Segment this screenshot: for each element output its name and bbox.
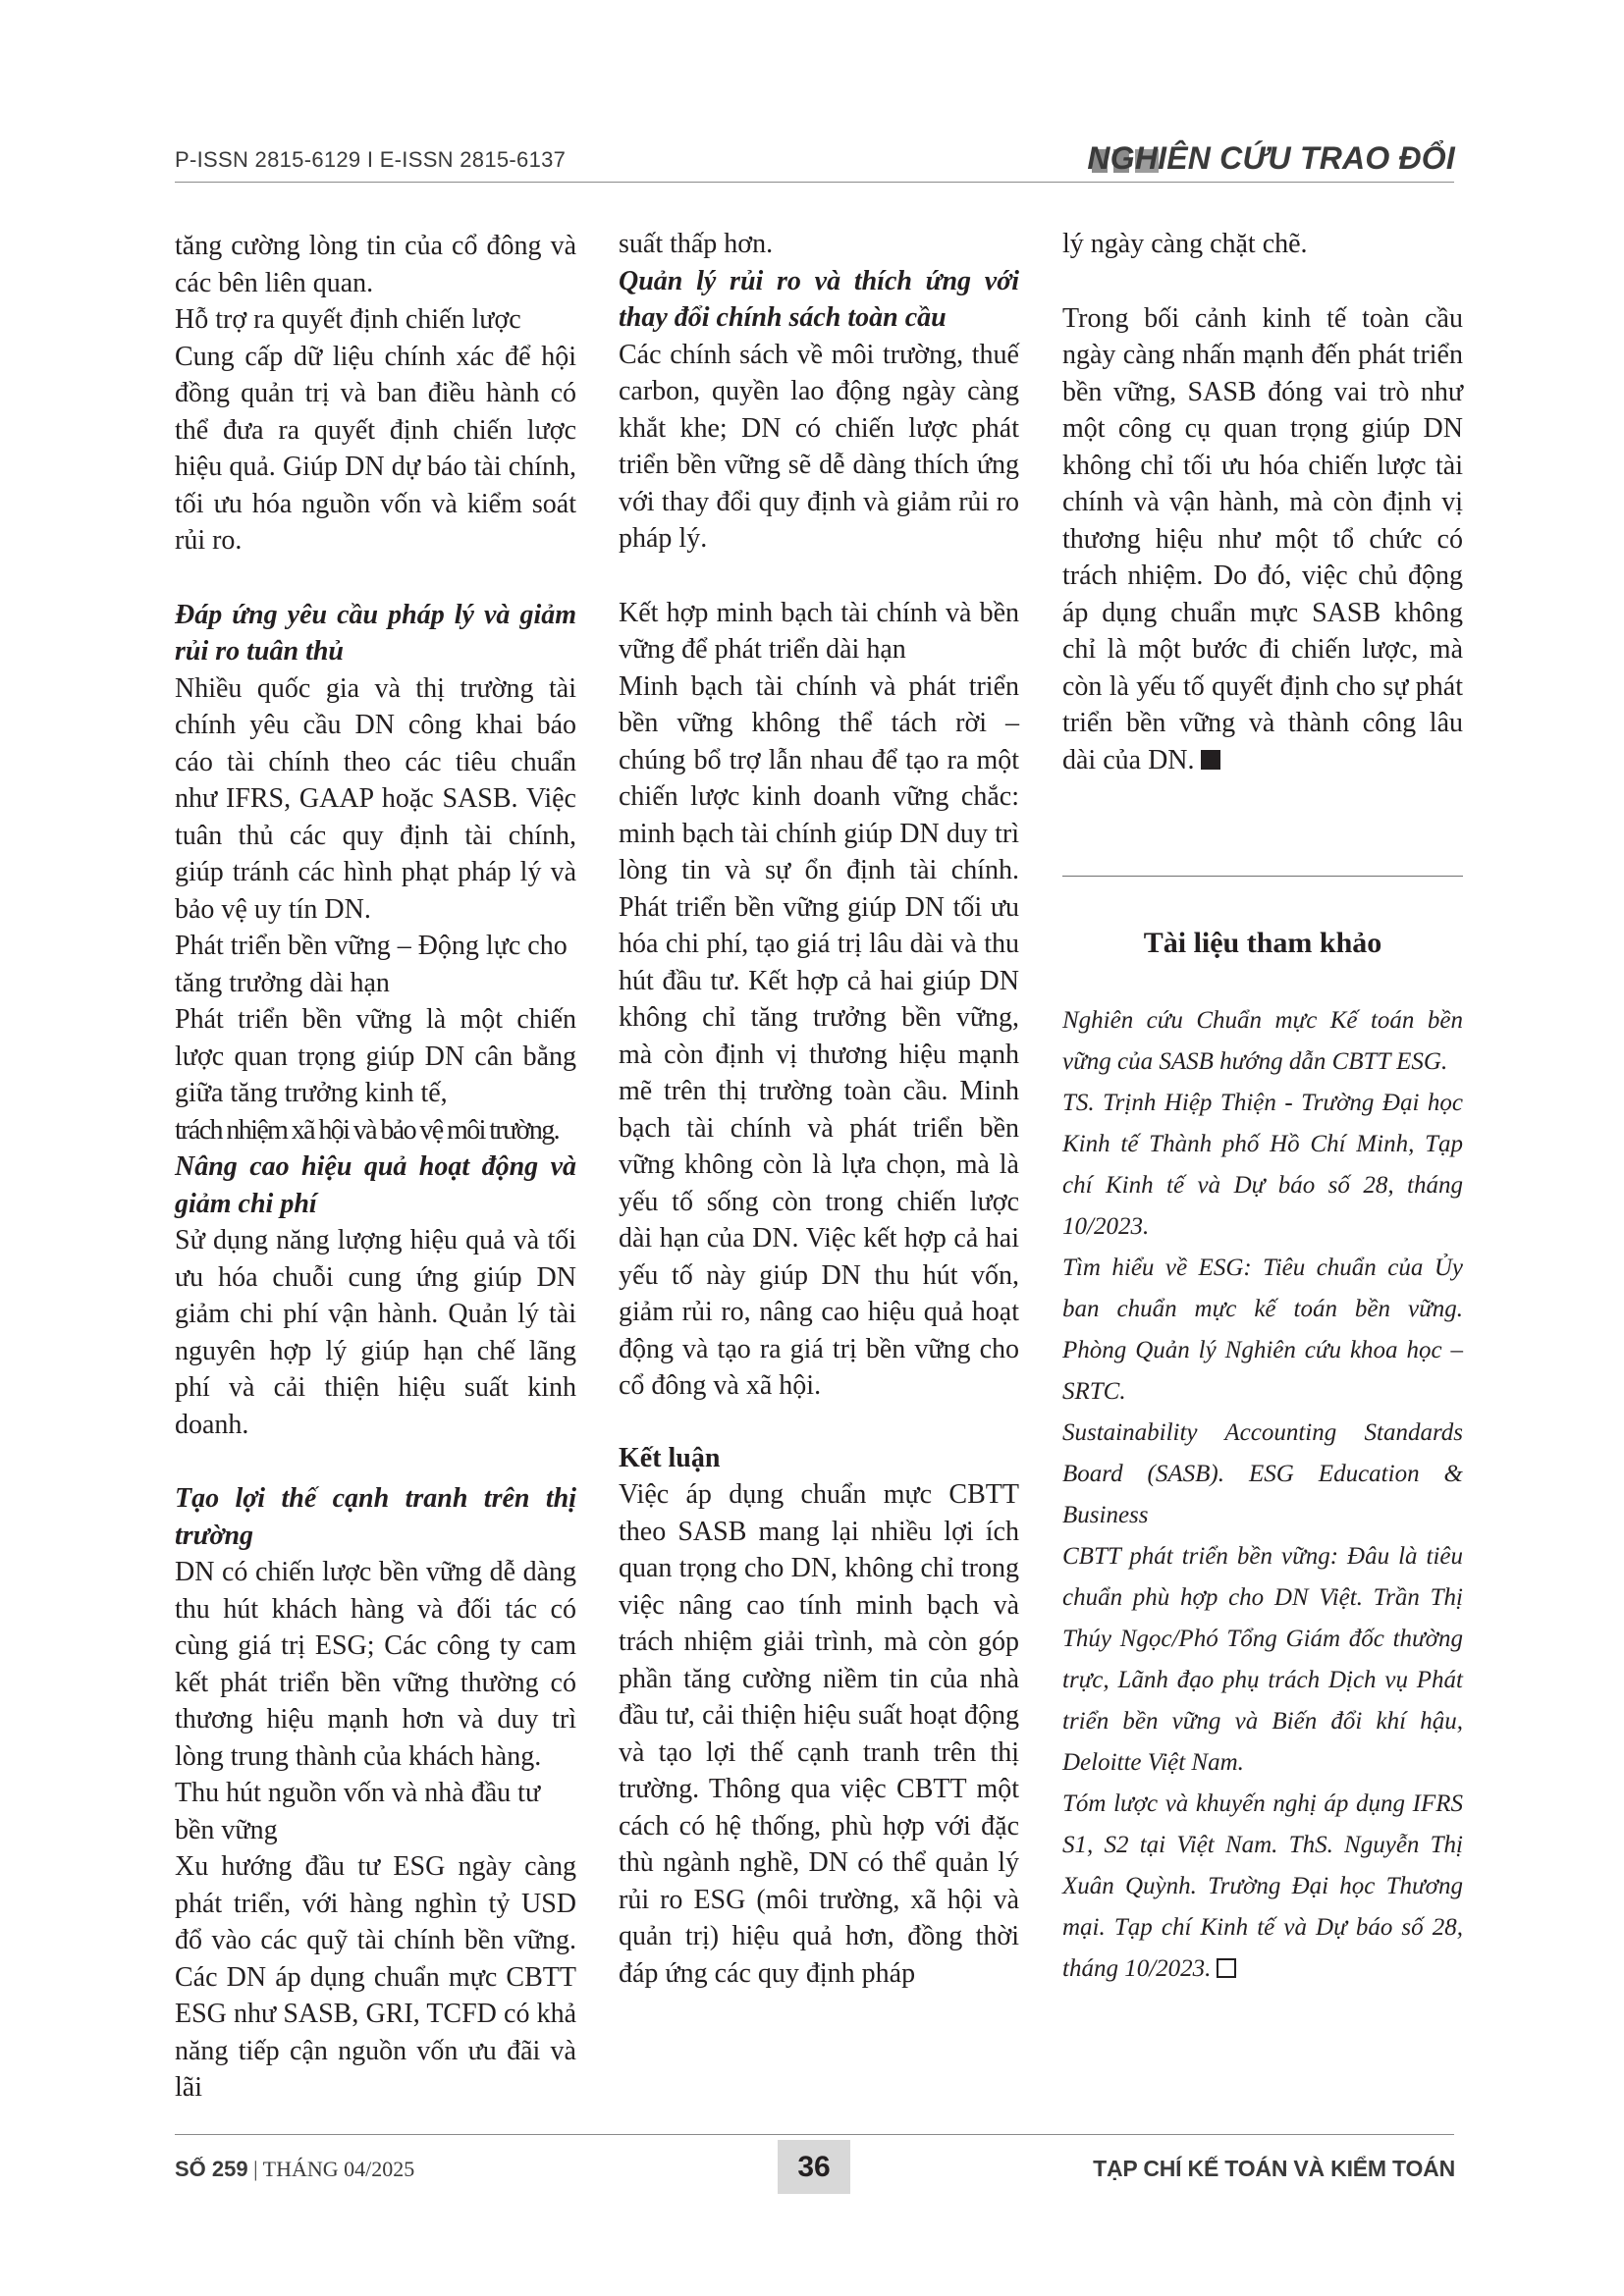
paragraph: Sử dụng năng lượng hiệu quả và tối ưu hóa chuỗi cung ứng giúp DN giảm chi phí vận hành. Quản lý tài nguyên hợp lý giúp hạn chế lãng phí và cải thiện hiệu suất kinh doanh.: [175, 1225, 576, 1440]
footer-journal-name: TẠP CHÍ KẾ TOÁN VÀ KIỂM TOÁN: [1093, 2156, 1455, 2181]
column-2: [619, 226, 1019, 1992]
end-mark-icon: [1201, 750, 1220, 770]
reference-item: CBTT phát triển bền vững: Đâu là tiêu chuẩn phù hợp cho DN Việt. Trần Thị Thúy Ngọc/Phó Tổng Giám đốc thường trực, Lãnh đạo phụ trách Dịch vụ Phát triển bền vững và Biến đổi khí hậu, Deloitte Việt Nam.: [1062, 1543, 1463, 1776]
paragraph-last-line: trách nhiệm xã hội và bảo vệ môi trường.: [175, 1114, 560, 1146]
header-issn: P-ISSN 2815-6129 I E-ISSN 2815-6137: [175, 147, 567, 172]
footer-issue-month: THÁNG 04/2025: [262, 2157, 415, 2181]
column-1: [175, 228, 576, 2107]
subheading: Nâng cao hiệu quả hoạt động và giảm chi phí: [175, 1151, 576, 1219]
paragraph: [1062, 300, 1463, 779]
reference-text: Tóm lược và khuyến nghị áp dụng IFRS S1, S2 tại Việt Nam. ThS. Nguyễn Thị Xuân Quỳnh. Trường Đại học Thương mại. Tạp chí Kinh tế và Dự báo số 28, tháng 10/2023.: [1062, 1790, 1463, 1982]
subheading: Thu hút nguồn vốn và nhà đầu tư bền vững: [175, 1778, 541, 1845]
footer-issue-separator: |: [247, 2157, 263, 2181]
references-title: Tài liệu tham khảo: [1143, 927, 1382, 959]
reference-item: Tìm hiểu về ESG: Tiêu chuẩn của Ủy ban chuẩn mực kế toán bền vững. Phòng Quản lý Nghiên cứu khoa học – SRTC.: [1062, 1255, 1463, 1405]
subheading: Quản lý rủi ro và thích ứng với thay đổi chính sách toàn cầu: [619, 265, 1019, 333]
paragraph: DN có chiến lược bền vững dễ dàng thu hút khách hàng và đối tác có cùng giá trị ESG; Các công ty cam kết phát triển bền vững thường có thương hiệu mạnh hơn và duy trì lòng trung thành của khách hàng.: [175, 1557, 576, 1772]
paragraph: Minh bạch tài chính và phát triển bền vững không thể tách rời – chúng bổ trợ lẫn nhau để tạo ra một chiến lược kinh doanh vững chắc: minh bạch tài chính giúp DN duy trì lòng tin và sự ổn định tài chính. Phát triển bền vững giúp DN tối ưu hóa chi phí, tạo giá trị lâu dài và thu hút đầu tư. Kết hợp cả hai giúp DN không chỉ tăng trưởng bền vững, mà còn định vị thương hiệu mạnh mẽ trên thị trường toàn cầu. Minh bạch tài chính và phát triển bền vững không còn là lựa chọn, mà là yếu tố sống còn trong chiến lược dài hạn của DN. Việc kết hợp cả hai yếu tố này giúp DN thu hút vốn, giảm rủi ro, nâng cao hiệu quả hoạt động và tạo ra giá trị bền vững cho cổ đông và xã hội.: [619, 670, 1019, 1401]
reference-item: TS. Trịnh Hiệp Thiện - Trường Đại học Kinh tế Thành phố Hồ Chí Minh, Tạp chí Kinh tế và Dự báo số 28, tháng 10/2023.: [1062, 1090, 1463, 1240]
paragraph-text: Trong bối cảnh kinh tế toàn cầu ngày càng nhấn mạnh đến phát triển bền vững, SASB đóng vai trò như một công cụ quan trọng giúp DN không chỉ tối ưu hóa chiến lược tài chính và vận hành, mà còn định vị thương hiệu như một tổ chức có trách nhiệm. Do đó, việc chủ động áp dụng chuẩn mực SASB không chỉ là một bước đi chiến lược, mà còn là yếu tố quyết định cho sự phát triển bền vững và thành công lâu dài của DN.: [1062, 302, 1463, 775]
section-heading-conclusion: Kết luận: [619, 1442, 721, 1473]
footer-issue-label: SỐ 259: [175, 2157, 248, 2181]
footer-rule: [175, 2134, 1454, 2135]
header-section-title: NGHIÊN CỨU TRAO ĐỔI: [1087, 140, 1455, 176]
paragraph: Việc áp dụng chuẩn mực CBTT theo SASB mang lại nhiều lợi ích quan trọng cho DN, không chỉ trong việc nâng cao tính minh bạch và trách nhiệm giải trình, mà còn góp phần tăng cường niềm tin của nhà đầu tư, cải thiện hiệu suất hoạt động và tạo lợi thế cạnh tranh trên thị trường. Thông qua việc CBTT một cách có hệ thống, phù hợp với đặc thù ngành nghề, DN có thể quản lý rủi ro ESG (môi trường, xã hội và quản trị) hiệu quả hơn, đồng thời đáp ứng các quy định pháp: [619, 1479, 1019, 1989]
paragraph: suất thấp hơn.: [619, 229, 774, 259]
references-list: [1062, 1000, 1463, 1990]
reference-item: [1062, 1784, 1463, 1990]
subheading: Hỗ trợ ra quyết định chiến lược: [175, 304, 521, 335]
page-number: 36: [778, 2140, 850, 2194]
reference-item: Sustainability Accounting Standards Board (SASB). ESG Education & Business: [1062, 1419, 1463, 1528]
subheading: Kết hợp minh bạch tài chính và bền vững để phát triển dài hạn: [619, 597, 1019, 665]
paragraph: Phát triển bền vững là một chiến lược quan trọng giúp DN cân bằng giữa tăng trưởng kinh tế,: [175, 1004, 576, 1108]
subheading: Đáp ứng yêu cầu pháp lý và giảm rủi ro tuân thủ: [175, 599, 576, 667]
paragraph: Nhiều quốc gia và thị trường tài chính yêu cầu DN công khai báo cáo tài chính theo các tiêu chuẩn như IFRS, GAAP hoặc SASB. Việc tuân thủ các quy định tài chính, giúp tránh các hình phạt pháp lý và bảo vệ uy tín DN.: [175, 672, 576, 925]
references-rule: [1062, 876, 1463, 877]
paragraph: Cung cấp dữ liệu chính xác để hội đồng quản trị và ban điều hành có thể đưa ra quyết định chiến lược hiệu quả. Giúp DN dự báo tài chính, tối ưu hóa nguồn vốn và kiểm soát rủi ro.: [175, 341, 576, 556]
paragraph: tăng cường lòng tin của cổ đông và các bên liên quan.: [175, 231, 576, 298]
header-rule: [175, 182, 1454, 183]
subheading: Tạo lợi thế cạnh tranh trên thị trường: [175, 1483, 576, 1551]
subheading: Phát triển bền vững – Động lực cho tăng trưởng dài hạn: [175, 931, 568, 998]
reference-item: Nghiên cứu Chuẩn mực Kế toán bền vững của SASB hướng dẫn CBTT ESG.: [1062, 1007, 1463, 1075]
end-box-icon: [1217, 1958, 1236, 1978]
column-3: [1062, 226, 1463, 778]
paragraph: Xu hướng đầu tư ESG ngày càng phát triển, với hàng nghìn tỷ USD đổ vào các quỹ tài chính bền vững. Các DN áp dụng chuẩn mực CBTT ESG như SASB, GRI, TCFD có khả năng tiếp cận nguồn vốn ưu đãi và lãi: [175, 1851, 576, 2103]
paragraph: lý ngày càng chặt chẽ.: [1062, 229, 1308, 259]
paragraph: Các chính sách về môi trường, thuế carbon, quyền lao động ngày càng khắt khe; DN có chiến lược phát triển bền vững sẽ dễ dàng thích ứng với thay đổi quy định và giảm rủi ro pháp lý.: [619, 339, 1019, 554]
footer-issue: [175, 2157, 414, 2182]
